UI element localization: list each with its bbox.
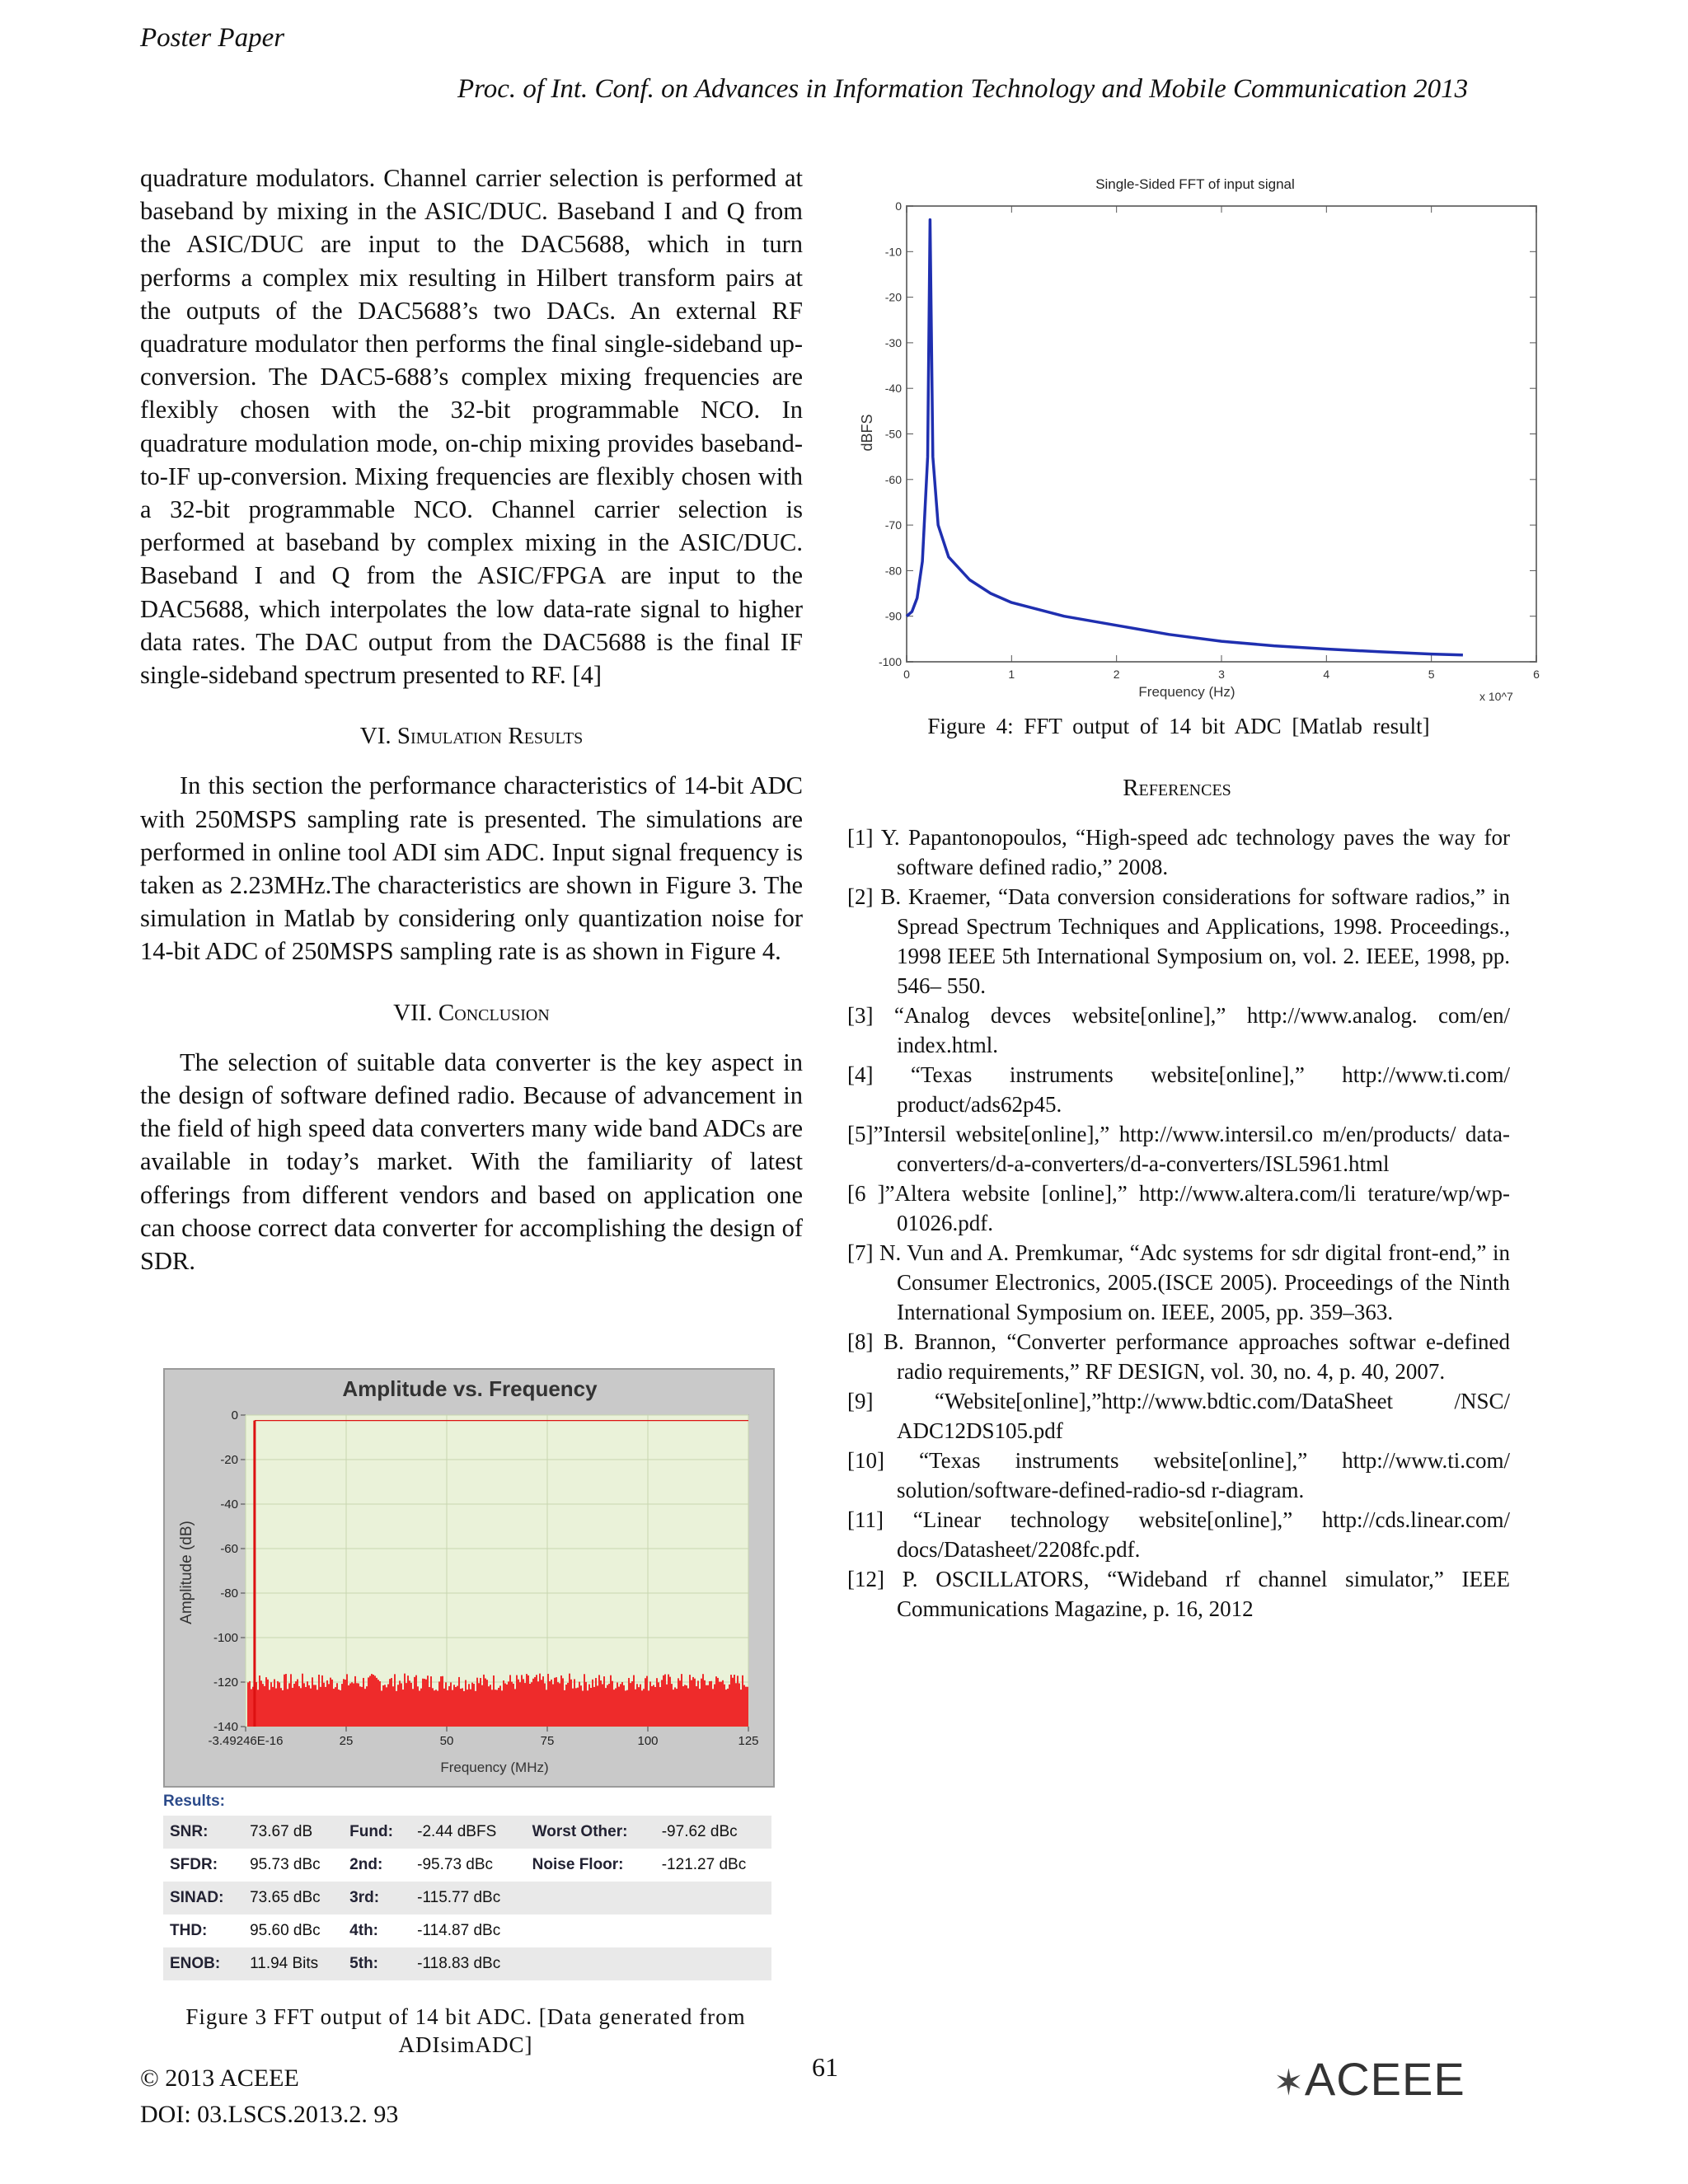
result-value bbox=[655, 1882, 771, 1915]
reference-item: [10] “Texas instruments website[online],” http://www.ti.com/ solution/software-defined-radio-sd r-diagram. bbox=[847, 1448, 1510, 1502]
reference-item: [12] P. OSCILLATORS, “Wideband rf channel simulator,” IEEE Communications Magazine, p. 16, 2012 bbox=[847, 1567, 1510, 1621]
section-title: Simulation Results bbox=[396, 723, 584, 750]
chart-title: Single-Sided FFT of input signal bbox=[1095, 176, 1295, 192]
results-row bbox=[163, 1849, 771, 1882]
y-tick-label: -60 bbox=[884, 472, 902, 486]
results-table bbox=[163, 1816, 771, 1980]
y-axis-label: dBFS bbox=[859, 414, 875, 452]
doi: DOI: 03.LSCS.2013.2. 93 bbox=[140, 2101, 399, 2128]
result-key: 4th: bbox=[349, 1922, 378, 1939]
logo-text: ACEEE bbox=[1304, 2053, 1465, 2105]
x-axis-label: Frequency (Hz) bbox=[1138, 684, 1236, 700]
y-tick-label: -140 bbox=[213, 1720, 238, 1734]
results-row bbox=[163, 1915, 771, 1947]
x-tick-label: 75 bbox=[540, 1734, 555, 1748]
section-heading-6 bbox=[140, 719, 803, 752]
left-column bbox=[140, 162, 803, 1277]
result-value: 95.73 dBc bbox=[250, 1856, 321, 1873]
results-row bbox=[163, 1947, 771, 1980]
x-tick-label: 125 bbox=[738, 1734, 759, 1748]
reference-item: [2] B. Kraemer, “Data conversion considerations for software radios,” in Spread Spectrum Techniques and Applications, 1998. Proceedings., 1998 IEEE 5th International Symposium on, vol. 2. IEEE, 1998, pp. 546– 550. bbox=[847, 884, 1510, 998]
result-value: -2.44 dBFS bbox=[410, 1816, 526, 1849]
running-header-right: Proc. of Int. Conf. on Advances in Information Technology and Mobile Communication 2013 bbox=[457, 74, 1469, 104]
figure-3-caption: Figure 3 FFT output of 14 bit ADC. [Data generated from ADIsimADC] bbox=[185, 2004, 746, 2057]
result-key: Fund: bbox=[343, 1816, 410, 1849]
y-tick-label: 0 bbox=[231, 1408, 238, 1422]
references-heading: References bbox=[1123, 775, 1231, 801]
results-row bbox=[163, 1816, 771, 1849]
aceee-logo bbox=[1273, 2052, 1465, 2106]
y-tick-label: -100 bbox=[213, 1631, 238, 1645]
body-paragraph: The selection of suitable data converter is the key aspect in the design of software defined radio. Because of advancement in the field of high speed data converters many wide band ADCs are available in today’s market. With the familiarity of latest offerings from different vendors and based on application one can choose correct data converter for accomplishing the design of SDR. bbox=[140, 1047, 803, 1276]
results-row bbox=[163, 1882, 771, 1915]
y-tick-label: -60 bbox=[220, 1542, 238, 1556]
result-value: -114.87 dBc bbox=[417, 1922, 501, 1939]
star-icon: ✶ bbox=[1273, 2063, 1305, 2103]
result-key: SNR: bbox=[163, 1816, 243, 1849]
reference-item: [8] B. Brannon, “Converter performance approaches softwar e-defined radio requirements,” RF DESIGN, vol. 30, no. 4, p. 40, 2007. bbox=[847, 1329, 1510, 1384]
y-tick-label: -20 bbox=[220, 1453, 238, 1467]
y-tick-label: -120 bbox=[213, 1675, 238, 1690]
x-tick-label: 6 bbox=[1533, 668, 1540, 681]
x-multiplier: x 10^7 bbox=[1479, 690, 1513, 703]
figure-3-panel bbox=[163, 1368, 775, 1788]
section-number: VII. bbox=[393, 999, 433, 1026]
footer-left bbox=[140, 2060, 398, 2133]
results-block bbox=[163, 1793, 771, 1980]
x-axis-label: Frequency (MHz) bbox=[440, 1760, 549, 1775]
reference-item: [4] “Texas instruments website[online],” http://www.ti.com/ product/ads62p45. bbox=[847, 1062, 1510, 1117]
result-key: 5th: bbox=[343, 1947, 410, 1980]
y-tick-label: -20 bbox=[884, 290, 902, 304]
x-tick-label: 3 bbox=[1218, 668, 1225, 681]
result-value: 73.65 dBc bbox=[243, 1882, 343, 1915]
figure-4-chart bbox=[857, 169, 1540, 713]
result-value: -118.83 dBc bbox=[410, 1947, 526, 1980]
result-key: 3rd: bbox=[343, 1882, 410, 1915]
y-tick-label: -100 bbox=[878, 655, 902, 668]
result-key: SINAD: bbox=[163, 1882, 243, 1915]
result-value bbox=[655, 1947, 771, 1980]
reference-item: [3] “Analog devces website[online],” http://www.analog. com/en/ index.html. bbox=[847, 1003, 1510, 1057]
reference-item: [11] “Linear technology website[online],” http://cds.linear.com/ docs/Datasheet/2208fc.pdf. bbox=[847, 1507, 1510, 1562]
y-tick-label: -70 bbox=[884, 518, 902, 532]
figure-4-caption: Figure 4: FFT output of 14 bit ADC [Matlab result] bbox=[927, 714, 1430, 738]
plot-area bbox=[907, 206, 1536, 662]
reference-item: [7] N. Vun and A. Premkumar, “Adc systems for sdr digital front-end,” in Consumer Electronics, 2005.(ISCE 2005). Proceedings of the Ninth International Symposium on. IEEE, 2005, pp. 359–363. bbox=[847, 1240, 1510, 1324]
reference-list bbox=[847, 823, 1510, 1624]
reference-item: [9] “Website[online],”http://www.bdtic.com/DataSheet /NSC/ ADC12DS105.pdf bbox=[847, 1389, 1510, 1443]
result-key: 2nd: bbox=[349, 1856, 383, 1873]
section-heading-7 bbox=[140, 996, 803, 1029]
reference-item: [1] Y. Papantonopoulos, “High-speed adc technology paves the way for software defined radio,” 2008. bbox=[847, 825, 1510, 879]
chart-title: Amplitude vs. Frequency bbox=[342, 1376, 598, 1401]
result-key: Noise Floor: bbox=[532, 1856, 624, 1873]
x-tick-label: 0 bbox=[903, 668, 910, 681]
x-tick-label: 100 bbox=[637, 1734, 659, 1748]
y-tick-label: 0 bbox=[895, 199, 902, 213]
y-tick-label: -40 bbox=[220, 1497, 238, 1511]
y-axis-label: Amplitude (dB) bbox=[178, 1521, 195, 1624]
result-value: -97.62 dBc bbox=[655, 1816, 771, 1849]
reference-item: [5]”Intersil website[online],” http://www.intersil.co m/en/products/ data-converters/d-a-converters/d-a-converters/ISL5961.html bbox=[847, 1122, 1510, 1176]
results-label: Results: bbox=[163, 1793, 225, 1810]
result-key bbox=[526, 1947, 655, 1980]
x-tick-label: 1 bbox=[1008, 668, 1015, 681]
result-key: SFDR: bbox=[170, 1856, 218, 1873]
section-title: Conclusion bbox=[438, 999, 550, 1026]
y-tick-label: -30 bbox=[884, 335, 902, 349]
x-tick-label: -3.49246E-16 bbox=[208, 1734, 284, 1748]
y-tick-label: -10 bbox=[884, 245, 902, 259]
result-key: ENOB: bbox=[163, 1947, 243, 1980]
page-number: 61 bbox=[812, 2052, 838, 2082]
y-tick-label: -40 bbox=[884, 382, 902, 396]
section-number: VI. bbox=[359, 723, 392, 750]
body-paragraph: quadrature modulators. Channel carrier selection is performed at baseband by mixing in the ASIC/DUC. Baseband I and Q from the ASIC/DUC are input to the DAC5688, which in turn performs a complex mix resulting in Hilbert transform pairs at the outputs of the DAC5688’s two DACs. An external RF quadrature modulator then performs the final single-sideband up-conversion. The DAC5-688’s complex mixing frequencies are flexibly chosen with the 32-bit programmable NCO. In quadrature modulation mode, on-chip mixing provides baseband-to-IF up-conversion. Mixing frequencies are flexibly chosen with a 32-bit programmable NCO. Channel carrier selection is performed at baseband by complex mixing in the ASIC/DUC. Baseband I and Q from the ASIC/FPGA are input to the DAC5688, which interpolates the low data-rate signal to higher data rates. The DAC output from the DAC5688 is the final IF single-sideband spectrum presented to RF. [4] bbox=[140, 164, 803, 690]
x-tick-label: 4 bbox=[1323, 668, 1330, 681]
result-key: Worst Other: bbox=[526, 1816, 655, 1849]
result-value: 95.60 dBc bbox=[250, 1922, 321, 1939]
result-value: -121.27 dBc bbox=[661, 1856, 747, 1873]
result-value bbox=[655, 1915, 771, 1947]
result-key: THD: bbox=[170, 1922, 208, 1939]
copyright: © 2013 ACEEE bbox=[140, 2064, 299, 2092]
reference-item: [6 ]”Altera website [online],” http://www.altera.com/li terature/wp/wp- 01026.pdf. bbox=[847, 1181, 1510, 1235]
y-tick-label: -80 bbox=[884, 564, 902, 578]
x-tick-label: 2 bbox=[1113, 668, 1120, 681]
plot-area bbox=[246, 1415, 748, 1727]
y-tick-label: -80 bbox=[220, 1586, 238, 1601]
body-paragraph: In this section the performance characteristics of 14-bit ADC with 250MSPS sampling rate is presented. The simulations are performed in online tool ADI sim ADC. Input signal frequency is taken as 2.23MHz.The characteristics are shown in Figure 3. The simulation in Matlab by considering only quantization noise for 14-bit ADC of 250MSPS sampling rate is as shown in Figure 4. bbox=[140, 771, 803, 966]
running-header-left: Poster Paper bbox=[140, 23, 285, 53]
result-value: 73.67 dB bbox=[243, 1816, 343, 1849]
x-tick-label: 5 bbox=[1428, 668, 1435, 681]
y-tick-label: -50 bbox=[884, 427, 902, 441]
result-value: -115.77 dBc bbox=[410, 1882, 526, 1915]
x-tick-label: 25 bbox=[339, 1734, 354, 1748]
y-tick-label: -90 bbox=[884, 609, 902, 623]
figure-3-chart bbox=[165, 1370, 773, 1786]
x-tick-label: 50 bbox=[439, 1734, 454, 1748]
result-value: -95.73 dBc bbox=[417, 1856, 494, 1873]
result-value: 11.94 Bits bbox=[243, 1947, 343, 1980]
result-key bbox=[526, 1882, 655, 1915]
result-key bbox=[526, 1915, 655, 1947]
